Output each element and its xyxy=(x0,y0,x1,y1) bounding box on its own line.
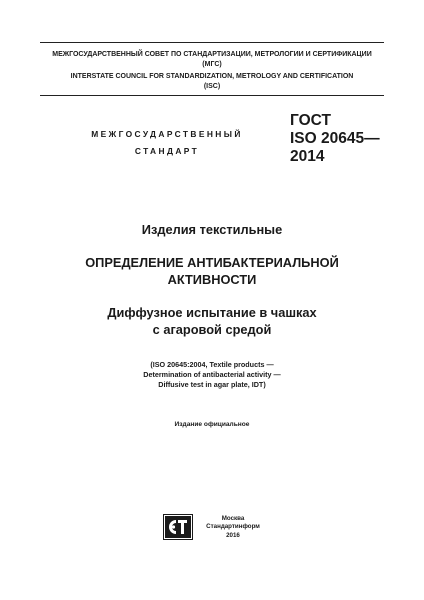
document-title xyxy=(40,222,384,238)
document-title-caps xyxy=(40,254,384,288)
document-title-caps-line2: АКТИВНОСТИ xyxy=(167,272,257,287)
publisher-imprint xyxy=(198,515,268,540)
standard-designation xyxy=(290,112,380,166)
council-name-en xyxy=(40,72,384,91)
standard-kind-line2: СТАНДАРТ xyxy=(134,146,200,156)
document-subtitle-line1: Диффузное испытание в чашках xyxy=(107,305,317,320)
iso-reference-line3: Diffusive test in agar plate, IDT) xyxy=(158,380,266,389)
council-abbr-ru: (МГС) xyxy=(202,60,222,68)
standard-kind xyxy=(82,126,252,160)
designation-line1: ГОСТ xyxy=(290,112,331,129)
top-rule xyxy=(40,42,384,43)
iso-reference xyxy=(40,360,384,390)
designation-line3: 2014 xyxy=(290,148,325,165)
standartinform-logo-icon xyxy=(163,514,193,540)
document-title-caps-line1: ОПРЕДЕЛЕНИЕ АНТИБАКТЕРИАЛЬНОЙ xyxy=(85,255,339,270)
council-abbr-en: (ISC) xyxy=(203,82,221,90)
imprint-year: 2016 xyxy=(226,531,240,539)
council-name-ru-line1: МЕЖГОСУДАРСТВЕННЫЙ СОВЕТ ПО СТАНДАРТИЗАЦИИ, МЕТРОЛОГИИ И СЕРТИФИКАЦИИ xyxy=(52,51,372,58)
header-bottom-rule xyxy=(40,95,384,96)
council-name-en-line1: INTERSTATE COUNCIL FOR STANDARDIZATION, METROLOGY AND CERTIFICATION xyxy=(70,73,354,80)
imprint-publisher: Стандартинформ xyxy=(206,523,260,531)
imprint-city: Москва xyxy=(221,515,245,522)
document-subtitle xyxy=(40,304,384,338)
edition-text: Издание официальное xyxy=(174,421,250,428)
designation-line2: ISO 20645— xyxy=(290,130,380,147)
document-title-text: Изделия текстильные xyxy=(141,222,283,237)
edition-label xyxy=(40,420,384,429)
standard-kind-line1: МЕЖГОСУДАРСТВЕННЫЙ xyxy=(91,129,243,139)
iso-reference-line2: Determination of antibacterial activity — xyxy=(143,370,281,379)
iso-reference-line1: (ISO 20645:2004, Textile products — xyxy=(150,360,274,369)
document-subtitle-line2: с агаровой средой xyxy=(152,322,272,337)
council-name-ru xyxy=(40,50,384,69)
